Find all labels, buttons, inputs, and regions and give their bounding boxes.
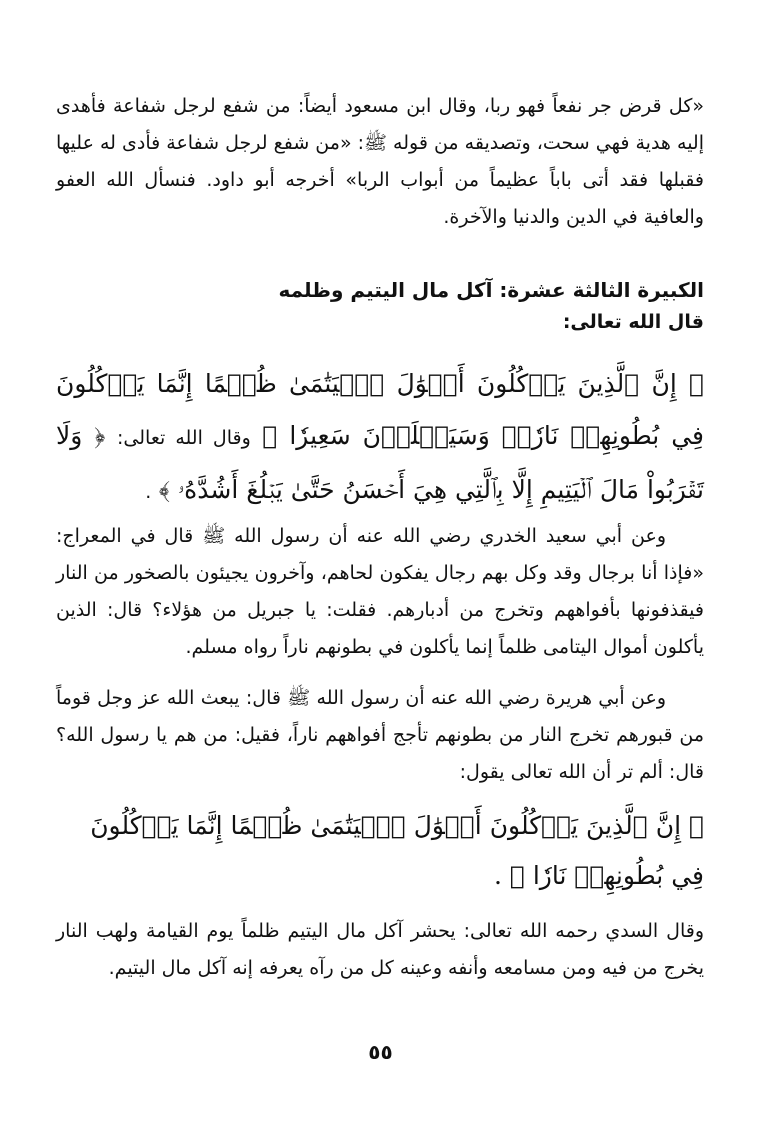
verse-connector: وقال الله تعالى: bbox=[117, 427, 251, 449]
page-body bbox=[56, 88, 704, 987]
quran-verse-3: ﴿ إِنَّ ٱلَّذِينَ يَأۡكُلُونَ أَمۡوَٰلَ ٱلۡيَتَٰمَىٰ ظُلۡمًا إِنَّمَا يَأۡكُلُونَ فِي بُطُونِهِمۡ نَارٗا ﴾ . bbox=[90, 811, 704, 890]
hadith-abu-said: وعن أبي سعيد الخدري رضي الله عنه أن رسول الله ﷺ قال في المعراج: «فإذا أنا برجال وقد وكل بهم رجال يفكون لحاهم، وآخرون يجيئون بالصخور من النار فيقذفونها بأفواههم وتخرج من أدبارهم. فقلت: يا جبريل من هؤلاء؟ قال: الذين يأكلون أموال اليتامى ظلماً إنما يأكلون في بطونهم ناراً رواه مسلم. bbox=[56, 525, 704, 658]
verse-end-mark: . bbox=[145, 481, 152, 503]
section-intro: قال الله تعالى: bbox=[562, 311, 704, 333]
quran-verse-block bbox=[56, 358, 704, 518]
closing-paragraph: وقال السدي رحمه الله تعالى: يحشر آكل مال اليتيم ظلماً يوم القيامة ولهب النار يخرج من فيه ومن مسامعه وأنفه وعينه كل من رآه يعرفه إنه آكل مال اليتيم. bbox=[56, 920, 704, 979]
hadith-abu-hurayra: وعن أبي هريرة رضي الله عنه أن رسول الله ﷺ قال: يبعث الله عز وجل قوماً من قبورهم تخرج النار من بطونهم تأجج أفواههم ناراً، فقيل: من هم يا رسول الله؟ قال: ألم تر أن الله تعالى يقول: bbox=[56, 687, 704, 783]
section-title: الكبيرة الثالثة عشرة: آكل مال اليتيم وظلمه bbox=[278, 278, 704, 302]
opening-paragraph: «كل قرض جر نفعاً فهو ربا، وقال ابن مسعود أيضاً: من شفع لرجل شفاعة فأهدى إليه هدية فهي سحت، وتصديقه من قوله ﷺ: «من شفع لرجل شفاعة فأدى له عليها فقبلها فقد أتى باباً عظيماً من أبواب الربا» أخرجه أبو داود. فنسأل الله العفو والعافية في الدين والدنيا والآخرة. bbox=[56, 95, 704, 228]
quran-verse-1: ﴿ إِنَّ ٱلَّذِينَ يَأۡكُلُونَ أَمۡوَٰلَ ٱلۡيَتَٰمَىٰ ظُلۡمًا إِنَّمَا يَأۡكُلُونَ فِي بُطُونِهِمۡ نَارٗاۖ وَسَيَصۡلَوۡنَ سَعِيرٗا ﴾ bbox=[56, 369, 704, 450]
page-number: ٥٥ bbox=[368, 1040, 393, 1064]
quran-verse-2: ﴿ وَلَا تَقۡرَبُواْ مَالَ ٱلۡيَتِيمِ إِلَّا بِٱلَّتِي هِيَ أَحۡسَنُ حَتَّىٰ يَبۡلُغَ أَشُدَّهُۥ ﴾ bbox=[56, 421, 704, 504]
